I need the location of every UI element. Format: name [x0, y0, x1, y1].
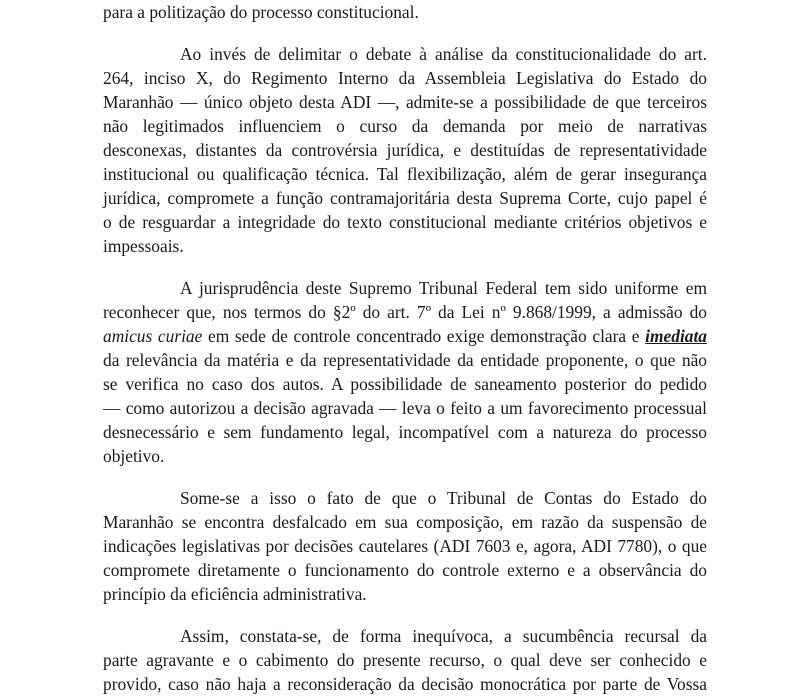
- paragraph-line: — como autorizou a decisão agravada — leva o feito a um favorecimento processual: [103, 398, 707, 418]
- paragraph-line: parte agravante e o cabimento do presente recurso, o qual deve ser conhecido e: [103, 650, 707, 670]
- line-text: em sede de controle concentrado exige demonstração clara e: [202, 326, 646, 346]
- paragraph-line: compromete diretamente o funcionamento do controle externo e a observância do: [103, 560, 707, 580]
- paragraph-line: princípio da eficiência administrativa.: [103, 584, 367, 604]
- paragraph-line: Ao invés de delimitar o debate à análise da constitucionalidade do art.: [180, 44, 707, 64]
- paragraph-line: Maranhão se encontra desfalcado em sua composição, em razão da suspensão de: [103, 512, 707, 532]
- paragraph-line: se verifica no caso dos autos. A possibilidade de saneamento posterior do pedido: [103, 374, 707, 394]
- paragraph-line: provido, caso não haja a reconsideração da decisão monocrática por parte de Vossa: [103, 674, 707, 694]
- paragraph-line: A jurisprudência deste Supremo Tribunal Federal tem sido uniforme em: [180, 278, 707, 298]
- paragraph-line: não legitimados influenciem o curso da demanda por meio de narrativas: [103, 116, 707, 136]
- paragraph-line: institucional ou qualificação técnica. Tal flexibilização, além de gerar insegurança: [103, 164, 707, 184]
- paragraph-line: o de resguardar a integridade do texto constitucional mediante critérios objetivos e: [103, 212, 707, 232]
- paragraph-line: jurídica, compromete a função contramajoritária desta Suprema Corte, cujo papel é: [103, 188, 707, 208]
- paragraph-line: impessoais.: [103, 236, 184, 256]
- latin-term: amicus curiae: [103, 326, 203, 346]
- paragraph-line: reconhecer que, nos termos do §2º do art. 7º da Lei nº 9.868/1999, a admissão do: [103, 302, 707, 322]
- paragraph-line: Some-se a isso o fato de que o Tribunal de Contas do Estado do: [180, 488, 707, 508]
- paragraph-line-mixed: [103, 324, 707, 348]
- paragraph-line: Maranhão — único objeto desta ADI —, admite-se a possibilidade de que terceiros: [103, 92, 707, 112]
- paragraph-line: para a politização do processo constitucional.: [103, 2, 419, 22]
- emphasized-word: imediata: [645, 326, 707, 346]
- paragraph-line: Assim, constata-se, de forma inequívoca, a sucumbência recursal da: [180, 626, 707, 646]
- paragraph-line: desconexas, distantes da controvérsia jurídica, e destituídas de representatividade: [103, 140, 707, 160]
- paragraph-line: indicações legislativas por decisões cautelares (ADI 7603 e, agora, ADI 7780), o que: [103, 536, 707, 556]
- paragraph-line: 264, inciso X, do Regimento Interno da Assembleia Legislativa do Estado do: [103, 68, 707, 88]
- paragraph-line: objetivo.: [103, 446, 165, 466]
- paragraph-line: da relevância da matéria e da representatividade da entidade proponente, o que não: [103, 350, 707, 370]
- paragraph-line: desnecessário e sem fundamento legal, incompatível com a natureza do processo: [103, 422, 707, 442]
